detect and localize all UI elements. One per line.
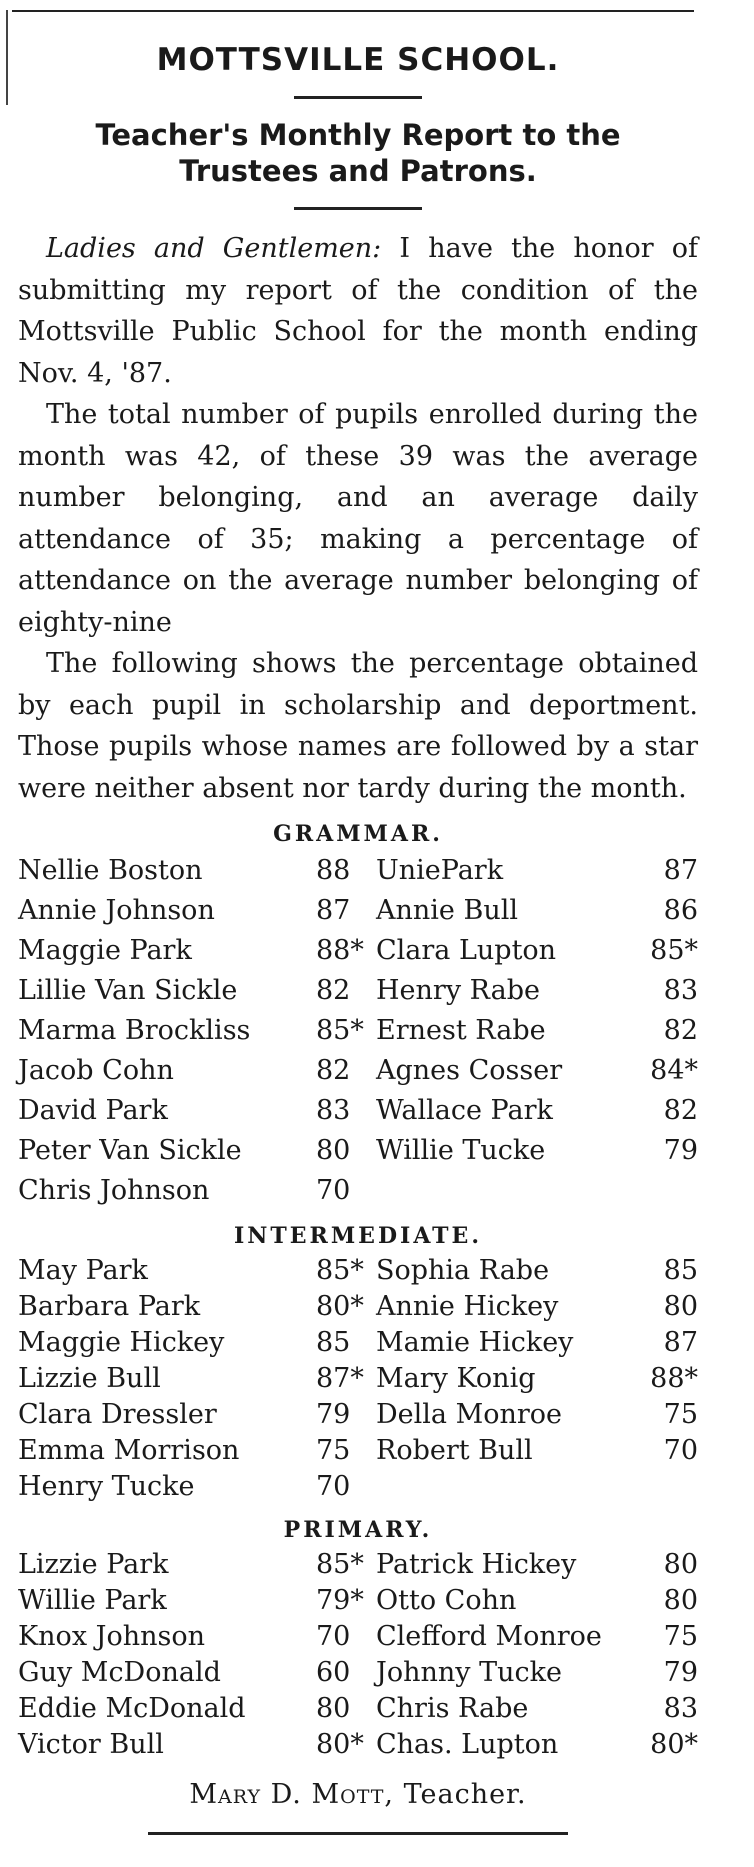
- pupil-row: [18, 891, 698, 931]
- pupil-name: [376, 1469, 626, 1505]
- pupil-score: 82: [663, 1015, 698, 1046]
- title-divider: [294, 207, 422, 210]
- pupil-score: 79: [316, 1399, 351, 1430]
- pupil-name: Wallace Park: [376, 1095, 553, 1126]
- explanation-paragraph: The following shows the percentage obtained by each pupil in scholarship and deportment. Those pupils whose names are followed by a star were neither absent nor tardy during the month.: [18, 648, 698, 804]
- pupil-score: 88*: [650, 1363, 698, 1394]
- pupil-score: 80: [316, 1693, 351, 1724]
- pupil-score: 80*: [316, 1729, 364, 1760]
- intro-paragraph: [18, 228, 698, 394]
- pupil-score: 75: [663, 1399, 698, 1430]
- pupil-score: 87: [316, 895, 351, 926]
- pupil-name: Marma Brockliss: [18, 1015, 251, 1046]
- pupil-row: [18, 1727, 698, 1763]
- pupil-name: Willie Tucke: [376, 1135, 546, 1166]
- pupil-score: 70: [316, 1175, 351, 1206]
- pupil-score: 79: [663, 1657, 698, 1688]
- report-title-line2: Trustees and Patrons.: [179, 154, 537, 188]
- left-column-rule: [6, 10, 8, 105]
- pupil-name: Clefford Monroe: [376, 1621, 602, 1652]
- pupil-name: Lizzie Bull: [18, 1363, 161, 1394]
- pupil-row: [18, 1583, 698, 1619]
- pupil-name: Barbara Park: [18, 1291, 201, 1322]
- pupil-name: Jacob Cohn: [18, 1055, 174, 1086]
- pupil-row: [18, 1171, 698, 1211]
- pupil-score: 87: [663, 1327, 698, 1358]
- pupil-score: 87: [663, 855, 698, 886]
- pupil-score: 88: [316, 855, 351, 886]
- pupil-score: 88*: [316, 935, 364, 966]
- pupil-score: 83: [316, 1095, 351, 1126]
- pupil-row: [18, 1253, 698, 1289]
- pupil-score: 75: [316, 1435, 351, 1466]
- pupil-name: Chris Rabe: [376, 1693, 529, 1724]
- pupil-score: 70: [316, 1471, 351, 1502]
- pupil-score: 80: [316, 1135, 351, 1166]
- section-heading: GRAMMAR.: [273, 821, 443, 847]
- masthead: MOTTSVILLE SCHOOL.: [156, 42, 560, 78]
- pupil-score: 85: [316, 1327, 351, 1358]
- pupil-name: Annie Johnson: [18, 895, 215, 926]
- pupil-score: 87*: [316, 1363, 364, 1394]
- pupil-score: 79: [663, 1135, 698, 1166]
- pupil-name: Johnny Tucke: [376, 1657, 562, 1688]
- pupil-score: 85*: [650, 935, 698, 966]
- pupil-name: Maggie Hickey: [18, 1327, 225, 1358]
- pupil-name: Chris Johnson: [18, 1175, 210, 1206]
- grade-sections: [18, 821, 698, 1763]
- pupil-name: Peter Van Sickle: [18, 1135, 242, 1166]
- pupil-score: 75: [663, 1621, 698, 1652]
- section-heading: INTERMEDIATE.: [234, 1223, 482, 1249]
- pupil-score: 80: [663, 1585, 698, 1616]
- pupil-score: 82: [316, 1055, 351, 1086]
- pupil-name: Henry Tucke: [18, 1471, 195, 1502]
- pupil-row: [18, 1289, 698, 1325]
- pupil-name: Emma Morrison: [18, 1435, 240, 1466]
- teacher-name: Mary D. Mott: [189, 1779, 385, 1810]
- pupil-score: 84*: [650, 1055, 698, 1086]
- pupil-name: David Park: [18, 1095, 168, 1126]
- masthead-divider: [294, 96, 422, 99]
- pupil-name: Clara Lupton: [376, 935, 557, 966]
- pupil-score: 85*: [316, 1015, 364, 1046]
- pupil-row: [18, 1325, 698, 1361]
- pupil-row: [18, 851, 698, 891]
- pupil-score: 70: [316, 1621, 351, 1652]
- pupil-name: Clara Dressler: [18, 1399, 217, 1430]
- pupil-score: 82: [316, 975, 351, 1006]
- pupil-row: [18, 1051, 698, 1091]
- pupil-score: 85: [663, 1255, 698, 1286]
- pupil-row: [18, 1397, 698, 1433]
- pupil-row: [18, 1433, 698, 1469]
- pupil-row: [18, 1469, 698, 1505]
- pupil-row: [18, 1131, 698, 1171]
- teacher-role: Teacher.: [403, 1779, 527, 1810]
- pupil-score: 86: [663, 895, 698, 926]
- pupil-row: [18, 931, 698, 971]
- pupil-name: Patrick Hickey: [376, 1549, 577, 1580]
- intro-text: I have the honor of submitting my report of the condition of the Mottsville Public School for the month ending Nov. 4, '87.: [18, 233, 698, 389]
- pupil-score: 80*: [650, 1729, 698, 1760]
- pupil-name: Annie Hickey: [376, 1291, 559, 1322]
- pupil-name: Victor Bull: [18, 1729, 164, 1760]
- enrollment-paragraph: The total number of pupils enrolled during the month was 42, of these 39 was the average number belonging, and an average daily attendance of 35; making a percentage of attendance on the average number belonging of eighty-nine: [18, 399, 698, 638]
- pupil-name: Della Monroe: [376, 1399, 563, 1430]
- pupil-score: [626, 1171, 698, 1211]
- pupil-name: Sophia Rabe: [376, 1255, 550, 1286]
- pupil-score: 80*: [316, 1291, 364, 1322]
- newspaper-column: [18, 20, 698, 1835]
- report-title-line1: Teacher's Monthly Report to the: [95, 118, 621, 152]
- pupil-score: 82: [663, 1095, 698, 1126]
- pupil-name: Guy McDonald: [18, 1657, 221, 1688]
- bottom-divider: [148, 1832, 568, 1835]
- pupil-row: [18, 1011, 698, 1051]
- pupil-row: [18, 1547, 698, 1583]
- pupil-name: [376, 1171, 626, 1211]
- pupil-name: Knox Johnson: [18, 1621, 205, 1652]
- pupil-score: 60: [316, 1657, 351, 1688]
- pupil-row: [18, 1361, 698, 1397]
- pupil-score: [626, 1469, 698, 1505]
- pupil-row: [18, 1091, 698, 1131]
- pupil-score: 83: [663, 975, 698, 1006]
- pupil-name: Chas. Lupton: [376, 1729, 559, 1760]
- pupil-row: [18, 1655, 698, 1691]
- pupil-score: 80: [663, 1549, 698, 1580]
- pupil-score: 70: [663, 1435, 698, 1466]
- pupil-row: [18, 1691, 698, 1727]
- pupil-score: 85*: [316, 1549, 364, 1580]
- pupil-name: Mary Konig: [376, 1363, 536, 1394]
- pupil-name: Mamie Hickey: [376, 1327, 574, 1358]
- pupil-name: May Park: [18, 1255, 148, 1286]
- pupil-name: Ernest Rabe: [376, 1015, 546, 1046]
- pupil-score: 80: [663, 1291, 698, 1322]
- pupil-score: 79*: [316, 1585, 364, 1616]
- pupil-name: UniePark: [376, 855, 504, 886]
- top-border-rule: [12, 10, 694, 12]
- salutation: Ladies and Gentlemen:: [46, 233, 382, 264]
- pupil-row: [18, 1619, 698, 1655]
- pupil-name: Robert Bull: [376, 1435, 533, 1466]
- signature: Mary D. Mott, Teacher.: [189, 1779, 527, 1810]
- pupil-name: Eddie McDonald: [18, 1693, 246, 1724]
- pupil-name: Lizzie Park: [18, 1549, 169, 1580]
- pupil-name: Willie Park: [18, 1585, 167, 1616]
- pupil-row: [18, 971, 698, 1011]
- pupil-score: 83: [663, 1693, 698, 1724]
- pupil-name: Maggie Park: [18, 935, 192, 966]
- pupil-score: 85*: [316, 1255, 364, 1286]
- section-heading: PRIMARY.: [283, 1517, 433, 1543]
- pupil-name: Otto Cohn: [376, 1585, 517, 1616]
- pupil-name: Annie Bull: [376, 895, 518, 926]
- pupil-name: Nellie Boston: [18, 855, 203, 886]
- pupil-name: Henry Rabe: [376, 975, 540, 1006]
- pupil-name: Agnes Cosser: [376, 1055, 563, 1086]
- pupil-name: Lillie Van Sickle: [18, 975, 238, 1006]
